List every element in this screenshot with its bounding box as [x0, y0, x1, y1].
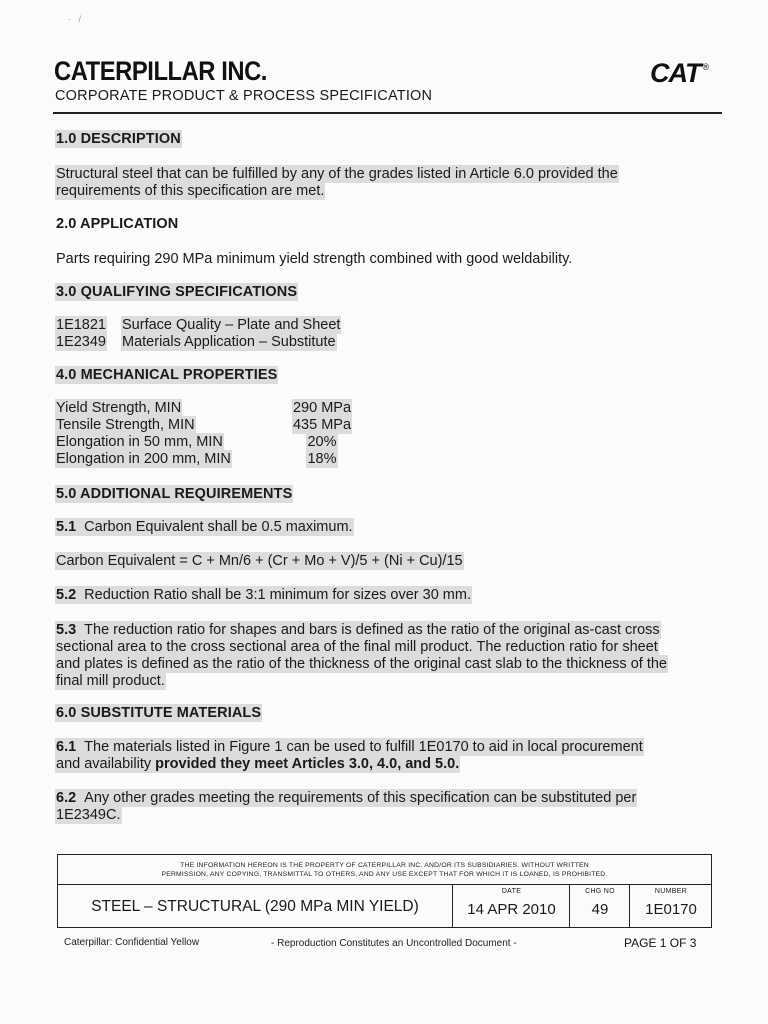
notice-line: PERMISSION, ANY COPYING, TRANSMITTAL TO OTHERS, AND ANY USE EXCEPT THAT FOR WHICH IT IS LOANED, IS PROHIBITED.: [161, 871, 608, 878]
section-6-heading: 6.0 SUBSTITUTE MATERIALS: [56, 705, 262, 721]
description-line-1: Structural steel that can be fulfilled by any of the grades listed in Article 6.0 provided the: [56, 166, 618, 182]
property-value: 290 MPa: [292, 400, 352, 416]
spec-desc: Materials Application – Substitute: [122, 334, 336, 350]
title-cell: [58, 884, 452, 928]
qualifying-specs-list: [56, 317, 340, 351]
paragraph-line: sectional area to the cross sectional area of the final mill product. The reduction ratio for sheet: [56, 639, 658, 655]
paragraph-line: 1E2349C.: [56, 807, 121, 823]
notice-line: THE INFORMATION HEREON IS THE PROPERTY OF CATERPILLAR INC. AND/OR ITS SUBSIDIARIES. WITHOUT WRITTEN: [180, 862, 589, 869]
property-row: [56, 434, 358, 451]
paragraph-emphasis: provided they meet Articles 3.0, 4.0, and 5.0.: [155, 756, 460, 772]
date-cell: [452, 884, 570, 928]
paragraph-5-3: [56, 622, 716, 690]
paragraph-line: and plates is defined as the ratio of the thickness of the original cast slab to the thickness of the: [56, 656, 667, 672]
paragraph-line: final mill product.: [56, 673, 165, 689]
paragraph-6-1: [56, 739, 716, 773]
date-label: DATE: [501, 888, 522, 895]
property-value: 18%: [307, 451, 337, 467]
property-label: Tensile Strength, MIN: [56, 417, 195, 433]
spec-number-value: 1E0170: [645, 901, 697, 918]
property-value: 20%: [307, 434, 337, 450]
paragraph-5-2: [56, 587, 716, 604]
spec-code: 1E1821: [56, 317, 106, 333]
section-2-application: Parts requiring 290 MPa minimum yield strength combined with good weldability.: [56, 251, 573, 267]
description-line-2: requirements of this specification are met.: [56, 183, 325, 199]
spec-desc: Surface Quality – Plate and Sheet: [122, 317, 341, 333]
paragraph-number: 6.2: [56, 790, 77, 806]
registered-mark: ®: [702, 62, 709, 72]
mechanical-properties-table: [56, 400, 358, 468]
section-4-heading: 4.0 MECHANICAL PROPERTIES: [56, 367, 278, 383]
paragraph-line: and availability: [56, 756, 156, 772]
section-2-heading: 2.0 APPLICATION: [56, 216, 179, 232]
company-name: CATERPILLAR INC.: [54, 56, 267, 86]
property-row: [56, 417, 358, 434]
property-value: 435 MPa: [292, 417, 352, 433]
cat-logo-text: CAT: [650, 58, 701, 88]
title-block: [57, 854, 712, 928]
paragraph-line: The materials listed in Figure 1 can be used to fulfill 1E0170 to aid in local procurement: [84, 739, 643, 755]
paragraph-number: 5.3: [56, 622, 77, 638]
change-number-value: 49: [591, 901, 609, 918]
property-label: Elongation in 50 mm, MIN: [56, 434, 223, 450]
spec-title: STEEL – STRUCTURAL (290 MPa MIN YIELD): [91, 898, 419, 915]
paragraph-line: The reduction ratio for shapes and bars is defined as the ratio of the original as-cast cross: [84, 622, 660, 638]
date-value: 14 APR 2010: [467, 901, 556, 918]
section-1-heading: 1.0 DESCRIPTION: [56, 131, 181, 147]
paragraph-5-1: [56, 519, 716, 536]
paragraph-line: Any other grades meeting the requirements of this specification can be substituted per: [84, 790, 637, 806]
spec-row: [56, 317, 340, 334]
spec-type-subtitle: CORPORATE PRODUCT & PROCESS SPECIFICATION: [55, 88, 433, 104]
change-number-label: CHG NO: [585, 888, 615, 895]
paragraph-text: Reduction Ratio shall be 3:1 minimum for sizes over 30 mm.: [84, 587, 471, 603]
paragraph-number: 5.1: [56, 519, 77, 535]
spec-row: [56, 334, 340, 351]
spec-number-cell: [629, 884, 712, 928]
proprietary-notice: [58, 861, 711, 879]
spec-number-label: NUMBER: [654, 888, 688, 895]
confidentiality-label: Caterpillar: Confidential Yellow: [64, 937, 200, 948]
property-row: [56, 400, 358, 417]
change-number-cell: [569, 884, 630, 928]
paragraph-number: 5.2: [56, 587, 77, 603]
page-number: PAGE 1 OF 3: [624, 936, 697, 950]
paragraph-number: 6.1: [56, 739, 77, 755]
header-rule: [53, 112, 722, 114]
section-1-description: [56, 166, 716, 200]
cat-logo: [650, 58, 709, 89]
reproduction-notice: - Reproduction Constitutes an Uncontrolled Document -: [271, 938, 517, 949]
property-label: Elongation in 200 mm, MIN: [56, 451, 231, 467]
paragraph-6-2: [56, 790, 716, 824]
paragraph-text: Carbon Equivalent shall be 0.5 maximum.: [84, 519, 353, 535]
carbon-equivalent-formula: Carbon Equivalent = C + Mn/6 + (Cr + Mo + V)/5 + (Ni + Cu)/15: [56, 553, 463, 569]
scan-specks: · /: [68, 14, 81, 24]
section-5-heading: 5.0 ADDITIONAL REQUIREMENTS: [56, 486, 293, 502]
property-label: Yield Strength, MIN: [56, 400, 182, 416]
section-3-heading: 3.0 QUALIFYING SPECIFICATIONS: [56, 284, 298, 300]
spec-code: 1E2349: [56, 334, 106, 350]
property-row: [56, 451, 358, 468]
